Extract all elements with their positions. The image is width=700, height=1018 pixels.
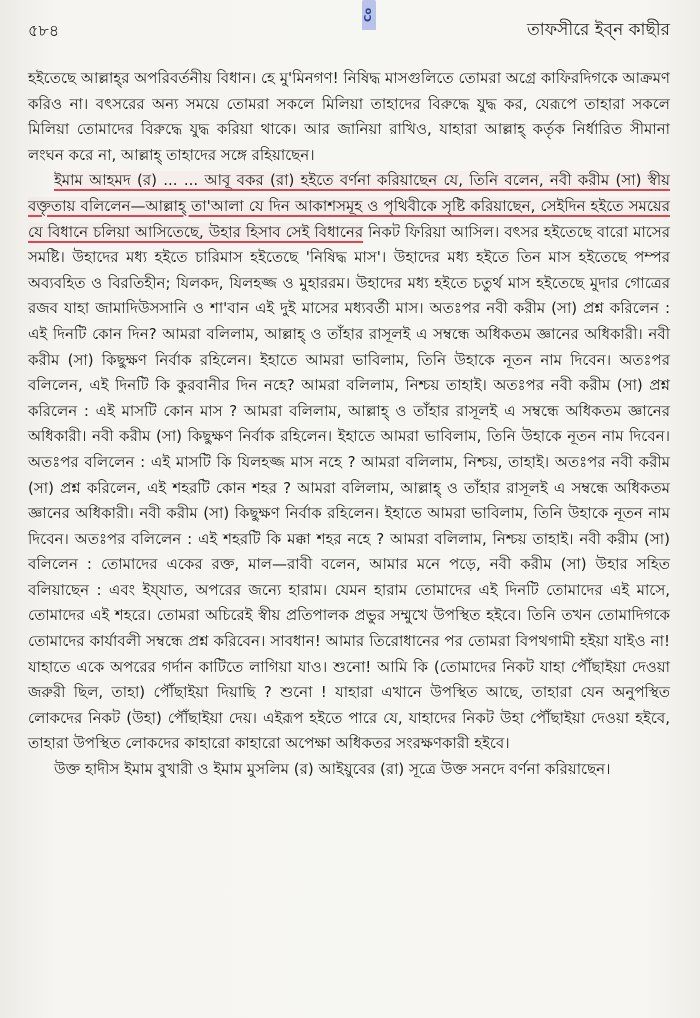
page-number: ৫৮৪ <box>28 21 60 40</box>
body-text <box>28 66 670 783</box>
side-tab[interactable]: Co <box>362 0 376 30</box>
paragraph-2-continued: নিকট ফিরিয়া আসিল। বৎসর হইতেছে বারো মাসের সমষ্টি। উহাদের মধ্য হইতে চারিমাস হইতেছে 'নিষিদ্ধ মাস'। উহাদের মধ্য হইতে তিন মাস হইতেছে পম্পর অব্যবহিত ও বিরতিহীন; যিলকদ, যিলহজ্জ ও মুহাররম। উহাদের মধ্য হইতে চতুর্থ মাস হইতেছে মুদার গোত্রের রজব যাহা জামাদিউসসানি ও শা'বান এই দুই মাসের মধ্যবর্তী মাস। অতঃপর নবী করীম (সা) প্রশ্ন করিলেন : এই দিনটি কোন দিন? আমরা বলিলাম, আল্লাহ্‌ ও তাঁহার রাসূলই এ সম্বন্ধে অধিকতম জ্ঞানের অধিকারী। নবী করীম (সা) কিছুক্ষণ নির্বাক রহিলেন। ইহাতে আমরা ভাবিলাম, তিনি উহাকে নূতন নাম দিবেন। অতঃপর বলিলেন, এই দিনটি কি কুরবানীর দিন নহে? আমরা বলিলাম, নিশ্চয় তাহাই। অতঃপর নবী করীম (সা) প্রশ্ন করিলেন : এই মাসটি কোন মাস ? আমরা বলিলাম, আল্লাহ্‌ ও তাঁহার রাসূলই এ সম্বন্ধে অধিকতম জ্ঞানের অধিকারী। নবী করীম (সা) কিছুক্ষণ নির্বাক রহিলেন। ইহাতে আমরা ভাবিলাম, তিনি উহাকে নূতন নাম দিবেন। অতঃপর বলিলেন : এই মাসটি কি যিলহজ্জ মাস নহে ? আমরা বলিলাম, নিশ্চয়, তাহাই। অতঃপর নবী করীম (সা) প্রশ্ন করিলেন, এই শহরটি কোন শহর ? আমরা বলিলাম, আল্লাহ্‌ ও তাঁহার রাসূলই এ সম্বন্ধে অধিকতম জ্ঞানের অধিকারী। নবী করীম (সা) কিছুক্ষণ নির্বাক রহিলেন। ইহাতে আমরা ভাবিলাম, তিনি উহাকে নূতন নাম দিবেন। অতঃপর বলিলেন : এই শহরটি কি মক্কা শহর নহে ? আমরা বলিলাম, নিশ্চয় তাহাই। নবী করীম (সা) বলিলেন : তোমাদের একের রক্ত, মাল—রাবী বলেন, আমার মনে পড়ে, নবী করীম (সা) উহার সহিত বলিয়াছেন : এবং ইয্‌যাত, অপরের জন্যে হারাম। যেমন হারাম তোমাদের এই দিনটি তোমাদের এই মাসে, তোমাদের এই শহরে। তোমরা অচিরেই স্বীয় প্রতিপালক প্রভুর সম্মুখে উপস্থিত হইবে। তিনি তখন তোমাদিগকে তোমাদের কার্যাবলী সম্বন্ধে প্রশ্ন করিবেন। সাবধান! আমার তিরোধানের পর তোমরা বিপথগামী হইয়া যাইও না! যাহাতে একে অপরের গর্দান কাটিতে লাগিয়া যাও। শুনো! আমি কি (তোমাদের নিকট যাহা পৌঁছাইয়া দেওয়া জরুরী ছিল, তাহা) পৌঁছাইয়া দিয়াছি ? শুনো ! যাহারা এখানে উপস্থিত আছে, তাহারা যেন অনুপস্থিত লোকদের নিকট (উহা) পৌঁছাইয়া দেয়। এইরূপ হইতে পারে যে, যাহাদের নিকট উহা পৌঁছাইয়া দেওয়া হইবে, তাহারা উপস্থিত লোকদের কাহারো কাহারো অপেক্ষা অধিকতর সংরক্ষণকারী হইবে। <box>28 222 670 753</box>
paragraph-2 <box>28 168 670 757</box>
running-title: তাফসীরে ইব্‌ন কাছীর <box>527 20 670 40</box>
paragraph-1: হইতেছে আল্লাহ্‌র অপরিবর্তনীয় বিধান। হে মু'মিনগণ! নিষিদ্ধ মাসগুলিতে তোমরা অগ্রে কাফিরদিগকে আক্রমণ করিও না। বৎসরের অন্য সময়ে তোমরা সকলে মিলিয়া তাহাদের বিরুদ্ধে যুদ্ধ কর, যেরূপে তাহারা সকলে মিলিয়া তোমাদের বিরুদ্ধে যুদ্ধ করিয়া থাকে। আর জানিয়া রাখিও, যাহারা আল্লাহ্‌ কর্তৃক নির্ধারিত সীমানা লংঘন করে না, আল্লাহ্‌ তাহাদের সঙ্গে রহিয়াছেন। <box>28 69 670 164</box>
paragraph-3: উক্ত হাদীস ইমাম বুখারী ও ইমাম মুসলিম (র) আইয়ুবের (রা) সূত্রে উক্ত সনদে বর্ণনা করিয়াছেন। <box>54 760 611 779</box>
page-header <box>0 0 700 60</box>
highlighted-passage: ইমাম আহমদ (র) ... ... আবূ বকর (রা) হইতে বর্ণনা করিয়াছেন যে, তিনি বলেন, নবী করীম (সা) স্বীয় বক্তৃতায় বলিলেন—আল্লাহ্‌ তা'আলা যে দিন আকাশসমূহ ও পৃথিবীকে সৃষ্টি করিয়াছেন, সেইদিন হইতে সময়ের যে বিধানে চলিয়া আসিতেছে, উহার হিসাব সেই বিধানের <box>28 171 670 241</box>
